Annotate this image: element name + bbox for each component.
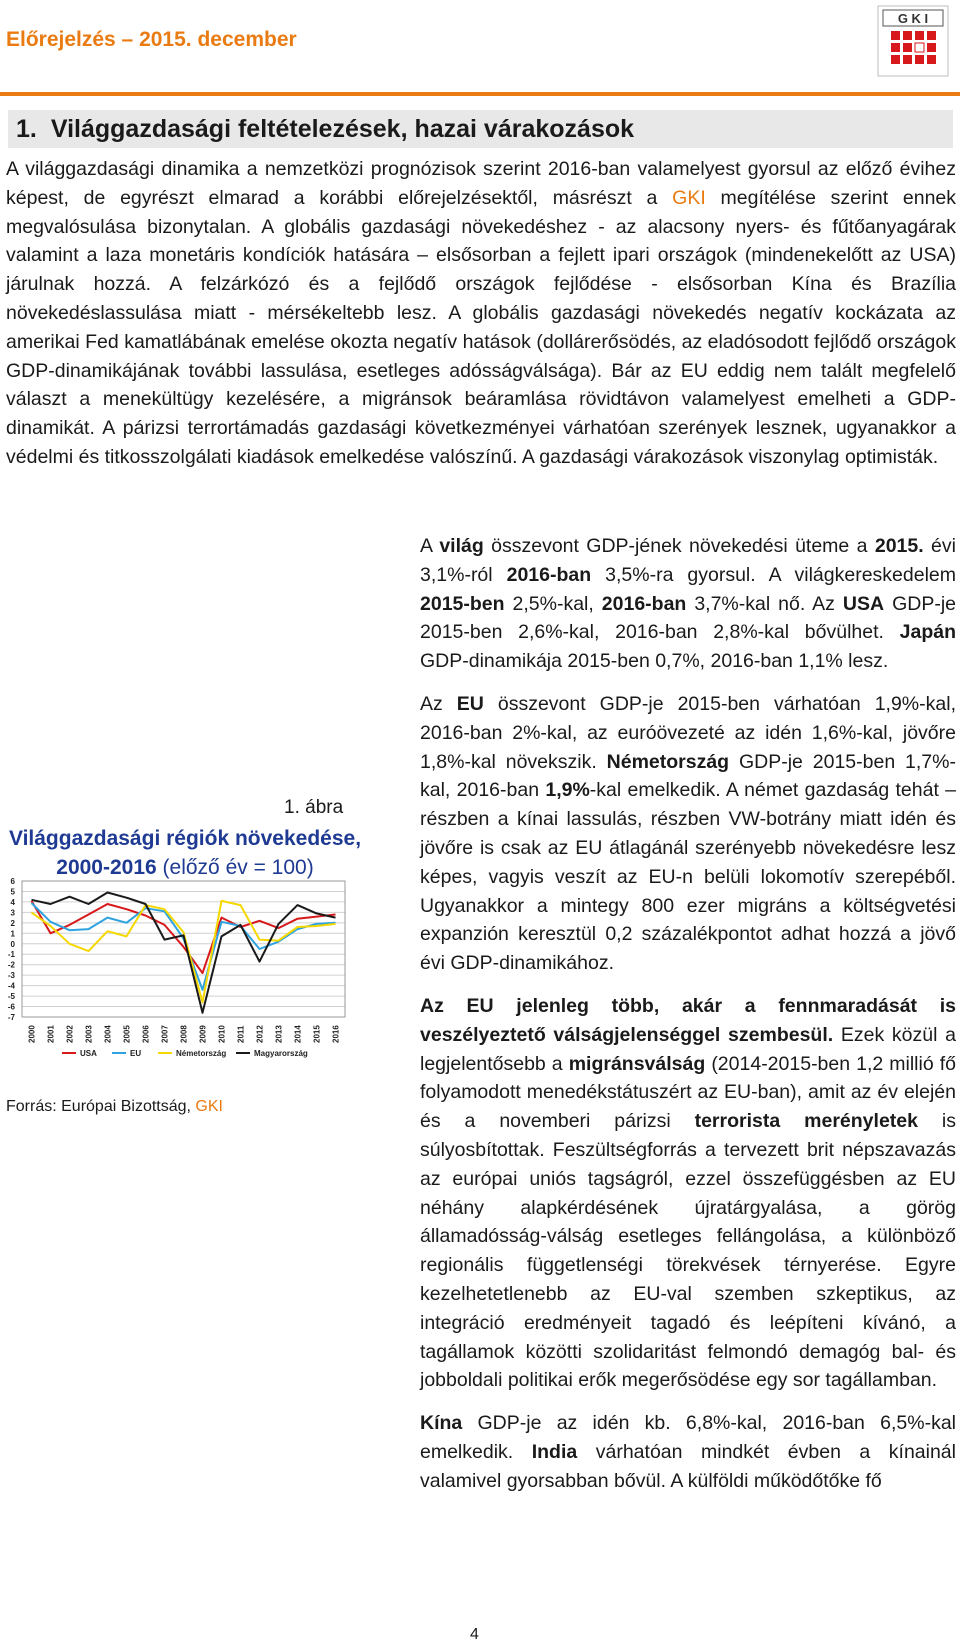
series-line-németország <box>32 901 336 1003</box>
text-run: 3,7%-kal nő. Az <box>686 592 843 615</box>
right-column <box>420 532 956 1510</box>
legend-label: EU <box>130 1049 142 1058</box>
source-prefix: Forrás: Európai Bizottság, <box>6 1098 196 1115</box>
text-run: terrorista merényletek <box>694 1110 918 1133</box>
text-run: Japán <box>899 621 956 644</box>
legend-label: USA <box>80 1049 97 1058</box>
x-tick-label: 2009 <box>198 1025 208 1043</box>
document-header-title: Előrejelzés – 2015. december <box>6 28 297 51</box>
header-rule <box>0 92 960 96</box>
page-number: 4 <box>470 1626 479 1643</box>
x-tick-label: 2006 <box>141 1025 151 1043</box>
text-run: évi 3,1%-ról <box>420 535 956 586</box>
intro-text-b: megítélése szerint ennek megvalósulása bizonytalan. A globális gazdasági növekedéshez - az alacsony nyers- és fűtőanyagárak valamint a laza monetáris kondíciók hatására – elsősorban a fejlett ipari országok (mindenekelőtt az USA) járulnak hozzá. A felzárkózó és a fejlődő országok fejlődése - elsősorban Kína és Brazília növekedéslassulása miatt - mérsékeltebb lesz. A globális gazdasági növekedés negatív kockázata az amerikai Fed kamatlábának emelése okozta negatív hatások (dollárerősödés, az eladósodott fejlődő országok GDP-dinamikájának további lassulása, esetleges adósságválsága). Bár az EU eddig nem talált megfelelő választ a menekültügy kezelésére, a migránsok beáramlása rövidtávon valamelyest emelheti a GDP-dinamikát. A párizsi terrortámadás gazdasági következményei várhatóan szerények lesznek, ugyanakkor a védelmi és titkosszolgálati kiadások emelkedése valószínű. A gazdasági várakozások viszonylag optimisták. <box>6 186 957 468</box>
text-run: Kína <box>420 1412 463 1435</box>
text-run: GDP-je 2015-ben 2,6%-kal, 2016-ban 2,8%-kal bővülhet. <box>420 592 956 644</box>
y-tick-label: -3 <box>7 971 15 981</box>
text-run: Az EU jelenleg több, akár a fennmaradását is veszélyeztető válságjelenséggel szembesül. <box>420 994 956 1046</box>
text-run: összevont GDP-jének növekedési üteme a <box>483 535 875 557</box>
text-run: várhatóan mindkét évben a kínainál valamivel gyorsabban bővül. A külföldi működőtőke fő <box>420 1440 956 1492</box>
x-tick-label: 2015 <box>312 1025 322 1043</box>
text-run: 2016-ban <box>506 563 592 586</box>
y-tick-label: -2 <box>7 960 15 970</box>
x-tick-label: 2010 <box>217 1025 227 1043</box>
y-tick-label: -6 <box>7 1002 15 1012</box>
intro-gki: GKI <box>672 186 706 209</box>
text-run: GDP-dinamikája 2015-ben 0,7%, 2016-ban 1,1% lesz. <box>420 650 889 673</box>
intro-paragraph <box>6 155 956 472</box>
text-run: összevont GDP-je 2015-ben várhatóan 1,9%-kal, 2016-ban 2%-kal, az euróövezeté az idén 1,6%-kal, jövőre 1,8%-kal növekszik. <box>420 692 956 773</box>
text-run: Ezek közül a legjelentősebb a <box>420 1023 956 1075</box>
y-tick-label: 4 <box>10 897 15 907</box>
text-run: USA <box>842 592 885 615</box>
text-run: Az <box>420 692 457 715</box>
x-tick-label: 2000 <box>27 1025 37 1043</box>
text-run: (2014-2015-ben 1,2 millió fő folyamodott menedékstátuszért az EU-ban), amit az év elején és a novemberi párizsi <box>420 1052 956 1133</box>
text-run: 2015. <box>874 535 924 557</box>
text-run: GDP-je 2015-ben 1,7%-kal, 2016-ban <box>420 750 956 802</box>
x-tick-label: 2012 <box>255 1025 265 1043</box>
x-tick-label: 2016 <box>331 1025 341 1043</box>
x-tick-label: 2005 <box>122 1025 132 1043</box>
x-tick-label: 2004 <box>103 1025 113 1043</box>
y-tick-label: 0 <box>10 939 15 949</box>
figure-title <box>0 824 370 882</box>
section-title: Világgazdasági feltételezések, hazai várakozások <box>50 115 635 143</box>
figure-source <box>6 1098 223 1116</box>
text-run: világ <box>439 535 484 557</box>
x-tick-label: 2007 <box>160 1025 170 1043</box>
text-run: 3,5%-ra gyorsul. A világkereskedelem <box>591 563 957 586</box>
x-tick-label: 2011 <box>236 1025 246 1043</box>
legend-label: Magyarország <box>254 1049 308 1058</box>
figure-title-years: 2000-2016 <box>56 856 157 879</box>
section-number: 1. <box>16 115 37 143</box>
text-run: 2016-ban <box>601 592 687 615</box>
y-tick-label: 1 <box>10 929 15 939</box>
y-tick-label: -5 <box>7 992 15 1002</box>
x-tick-label: 2001 <box>46 1025 56 1043</box>
text-run: 2015-ben <box>420 592 505 615</box>
svg-text:G K I: G K I <box>897 11 929 26</box>
y-tick-label: -4 <box>7 981 15 991</box>
gki-logo <box>877 5 949 77</box>
y-tick-label: -7 <box>7 1013 15 1022</box>
y-tick-label: 6 <box>10 877 15 886</box>
y-tick-label: 2 <box>10 918 15 928</box>
x-tick-label: 2013 <box>274 1025 284 1043</box>
intro-text-a: A világgazdasági dinamika a nemzetközi prognózisok szerint 2016-ban valamelyest gyorsul az előző évihez képest, de egyrészt elmarad a korábbi előrejelzésektől, másrészt a <box>6 158 956 209</box>
x-tick-label: 2008 <box>179 1025 189 1043</box>
text-run: migránsválság <box>568 1052 706 1075</box>
plot-area <box>22 881 345 1017</box>
paragraph-china-india <box>420 1409 956 1495</box>
text-run: India <box>531 1440 578 1463</box>
text-run: is súlyosbítottak. Feszültségforrás a tervezett brit népszavazás az európai uniós tagságról, ezzel összefüggésben az EU néhány alapkérdésének újratárgyalása, a görög államadósság-válság esetleges fellángolása, a különböző regionális függetlenségi törekvések térnyerése. Egyre kezelhetetlenebb az EU-val szemben szkeptikus, az integráció eredményeit tagadó és leépíteni kívánó, a tagállamok közötti szolidaritást felmondó demagóg bal- és jobboldali politikai erők megerősödése egy sor tagállamban. <box>420 1110 957 1392</box>
text-run: 1,9% <box>545 779 590 802</box>
y-tick-label: -1 <box>7 950 15 960</box>
text-run: EU <box>456 692 484 715</box>
x-tick-label: 2003 <box>84 1025 94 1043</box>
x-tick-label: 2002 <box>65 1025 75 1043</box>
figure-title-unit: (előző év = 100) <box>156 856 314 879</box>
series-line-magyarország <box>32 893 336 1013</box>
section-heading <box>8 110 953 148</box>
legend-label: Németország <box>176 1049 227 1058</box>
y-tick-label: 3 <box>10 908 15 918</box>
paragraph-world <box>420 532 956 676</box>
growth-line-chart <box>0 876 370 1096</box>
text-run: Németország <box>606 750 730 773</box>
source-gki: GKI <box>195 1098 223 1115</box>
y-tick-label: 5 <box>10 887 15 897</box>
text-run: GDP-je az idén kb. 6,8%-kal, 2016-ban 6,5%-kal emelkedik. <box>420 1412 956 1463</box>
text-run: A <box>420 535 440 557</box>
x-tick-label: 2014 <box>293 1025 303 1043</box>
figure-title-line1: Világgazdasági régiók növekedése, <box>8 827 362 850</box>
text-run: 2,5%-kal, <box>504 592 602 615</box>
figure-number: 1. ábra <box>284 797 344 818</box>
paragraph-eu-crisis <box>420 992 956 1395</box>
paragraph-eu <box>420 690 956 978</box>
text-run: -kal emelkedik. A német gazdaság tehát – részben a kínai lassulás, részben VW-botrány miatt idén és jövőre is csak az EU átlagánál szerényebb növekedésre lesz képes, vagyis veszít az EU-n belüli lokomotív szerepéből. Ugyanakkor a mintegy 800 ezer migráns a költségvetési expanzión keresztül 0,2 százalékpontot adhat hozzá a jövő évi GDP-dinamikához. <box>420 779 956 975</box>
